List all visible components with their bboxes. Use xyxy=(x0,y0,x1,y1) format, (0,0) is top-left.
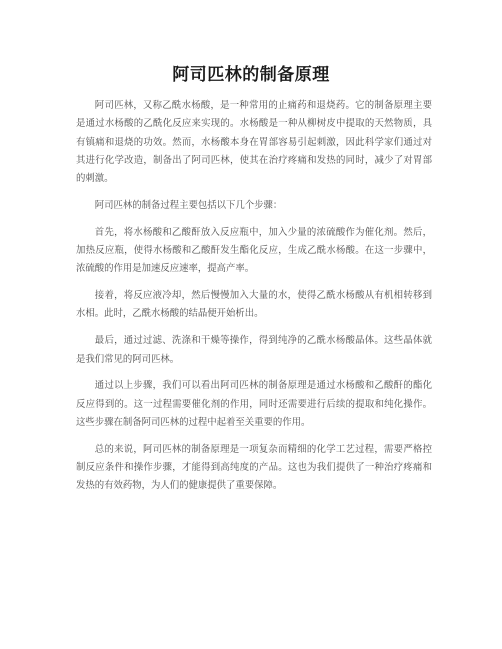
paragraph-conclusion: 总的来说，阿司匹林的制备原理是一项复杂而精细的化学工艺过程，需要严格控制反应条件和操作步骤，才能得到高纯度的产品。这也为我们提供了一种治疗疼痛和发热的有效药物，为人们的健康提供了重要保障。 xyxy=(76,443,432,492)
paragraph-intro: 阿司匹林，又称乙酰水杨酸，是一种常用的止痛药和退烧药。它的制备原理主要是通过水杨酸的乙酰化反应来实现的。水杨酸是一种从柳树皮中提取的天然物质，具有镇痛和退烧的功效。然而，水杨酸本身在胃部容易引起刺激，因此科学家们通过对其进行化学改造，制备出了阿司匹林，使其在治疗疼痛和发热的同时，减少了对胃部的刺激。 xyxy=(76,100,432,185)
paragraph-steps-intro: 阿司匹林的制备过程主要包括以下几个步骤： xyxy=(94,199,283,211)
paragraph-step-first: 首先，将水杨酸和乙酸酐放入反应瓶中，加入少量的浓硫酸作为催化剂。然后，加热反应瓶，使得水杨酸和乙酸酐发生酯化反应，生成乙酰水杨酸。在这一步骤中，浓硫酸的作用是加速反应速率，提高产率。 xyxy=(76,226,432,275)
paragraph-step-next: 接着，将反应液冷却，然后慢慢加入大量的水，使得乙酰水杨酸从有机相转移到水相。此时，乙酰水杨酸的结晶便开始析出。 xyxy=(76,290,432,320)
document-body xyxy=(76,97,432,504)
paragraph-summary-steps: 通过以上步骤，我们可以看出阿司匹林的制备原理是通过水杨酸和乙酸酐的酯化反应得到的。这一过程需要催化剂的作用，同时还需要进行后续的提取和纯化操作。这些步骤在制备阿司匹林的过程中起着至关重要的作用。 xyxy=(76,380,432,428)
page-title: 阿司匹林的制备原理 xyxy=(172,65,330,85)
paragraph-step-last: 最后，通过过滤、洗涤和干燥等操作，得到纯净的乙酰水杨酸晶体。这些晶体就是我们常见的阿司匹林。 xyxy=(76,335,432,365)
